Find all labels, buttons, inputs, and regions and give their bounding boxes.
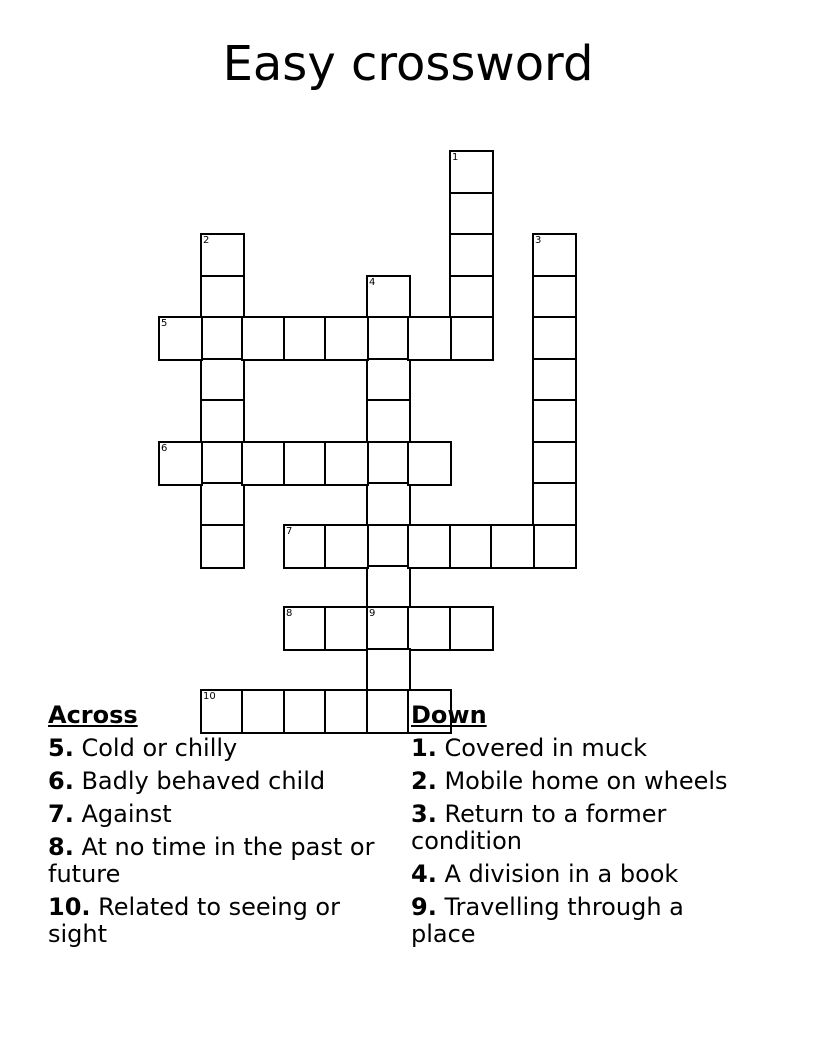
grid-cell[interactable] [324,316,369,361]
grid-cell[interactable] [200,275,245,320]
grid-cell[interactable] [200,399,245,444]
clue-text: Related to seeing or sight [48,893,340,948]
grid-cell[interactable] [532,233,577,278]
clue-number-label: 9 [369,608,376,619]
grid-cell[interactable] [532,316,577,361]
clue-number-label: 2 [203,235,210,246]
grid-cell[interactable] [241,441,286,486]
clue-down-4 [411,861,756,888]
clue-number: 5. [48,734,74,762]
grid-cell[interactable] [449,233,494,278]
grid-cell[interactable] [366,441,411,486]
clue-number-label: 7 [286,526,293,537]
clue-text: Mobile home on wheels [444,767,728,795]
clue-text: Travelling through a place [411,893,684,948]
across-heading: Across [48,701,138,729]
grid-cell[interactable] [532,275,577,320]
clue-number: 8. [48,833,74,861]
grid-cell[interactable] [449,606,494,651]
grid-cell[interactable] [324,524,369,569]
clue-number: 4. [411,860,437,888]
clue-number: 1. [411,734,437,762]
clue-across-10 [48,894,393,948]
grid-cell[interactable] [366,316,411,361]
clue-across-5 [48,735,393,762]
grid-cell[interactable] [200,233,245,278]
grid-cell[interactable] [324,441,369,486]
grid-cell[interactable] [158,441,203,486]
grid-cell[interactable] [407,316,452,361]
grid-cell[interactable] [532,441,577,486]
clue-number-label: 6 [161,443,168,454]
clue-number: 7. [48,800,74,828]
clue-down-3 [411,801,756,855]
grid-cell[interactable] [449,150,494,195]
clue-text: Against [81,800,172,828]
clue-text: At no time in the past or future [48,833,375,888]
clue-number: 9. [411,893,437,921]
grid-cell[interactable] [449,316,494,361]
clue-number-label: 8 [286,608,293,619]
grid-cell[interactable] [366,275,411,320]
clue-number: 3. [411,800,437,828]
grid-cell[interactable] [449,192,494,237]
clue-number-label: 1 [452,152,459,163]
clue-down-1 [411,735,756,762]
grid-cell[interactable] [200,441,245,486]
clue-number: 6. [48,767,74,795]
grid-cell[interactable] [366,482,411,527]
clue-number: 2. [411,767,437,795]
grid-cell[interactable] [200,524,245,569]
clue-number-label: 4 [369,277,376,288]
clue-number: 10. [48,893,91,921]
grid-cell[interactable] [532,524,577,569]
grid-cell[interactable] [283,524,328,569]
grid-cell[interactable] [366,358,411,403]
grid-cell[interactable] [490,524,535,569]
clue-across-6 [48,768,393,795]
down-clues [411,702,756,954]
clue-text: Badly behaved child [81,767,326,795]
clue-text: A division in a book [444,860,679,888]
grid-cell[interactable] [449,275,494,320]
grid-cell[interactable] [283,316,328,361]
grid-cell[interactable] [407,524,452,569]
grid-cell[interactable] [366,565,411,610]
grid-cell[interactable] [532,358,577,403]
clue-text: Covered in muck [444,734,648,762]
clue-across-8 [48,834,393,888]
grid-cell[interactable] [283,606,328,651]
clue-text: Cold or chilly [81,734,238,762]
across-clues [48,702,393,954]
grid-cell[interactable] [324,606,369,651]
clue-number-label: 3 [535,235,542,246]
grid-cell[interactable] [200,482,245,527]
grid-cell[interactable] [200,358,245,403]
grid-cell[interactable] [532,482,577,527]
grid-cell[interactable] [283,441,328,486]
grid-cell[interactable] [366,524,411,569]
grid-cell[interactable] [532,399,577,444]
clue-text: Return to a former condition [411,800,667,855]
grid-cell[interactable] [200,316,245,361]
clue-down-9 [411,894,756,948]
down-heading: Down [411,701,487,729]
grid-cell[interactable] [366,606,411,651]
clue-number-label: 10 [203,691,216,702]
clue-down-2 [411,768,756,795]
grid-cell[interactable] [407,606,452,651]
grid-cell[interactable] [366,648,411,693]
grid-cell[interactable] [241,316,286,361]
clue-number-label: 5 [161,318,168,329]
grid-cell[interactable] [449,524,494,569]
page-title: Easy crossword [222,36,594,92]
grid-cell[interactable] [407,441,452,486]
grid-cell[interactable] [366,399,411,444]
clue-across-7 [48,801,393,828]
grid-cell[interactable] [158,316,203,361]
